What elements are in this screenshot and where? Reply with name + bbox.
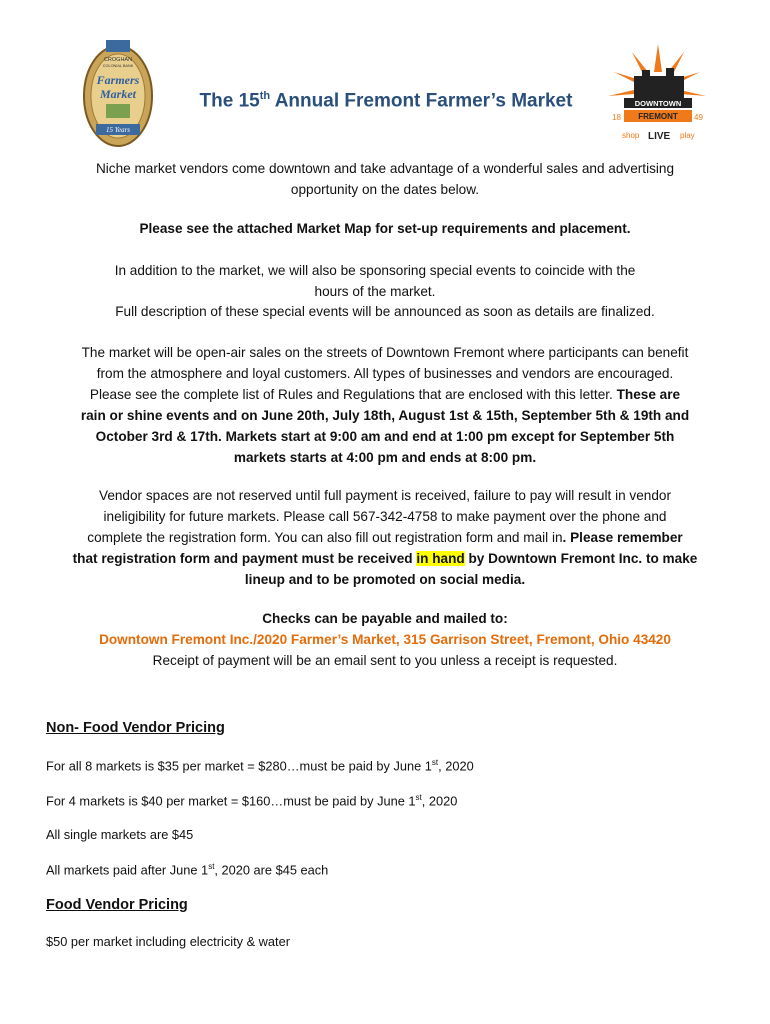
page-title: The 15th Annual Fremont Farmer’s Market: [199, 90, 573, 112]
price-line: For all 8 markets is $35 per market = $280…must be paid by June 1st, 2020: [46, 758, 474, 774]
food-pricing-heading: Food Vendor Pricing: [46, 897, 188, 913]
logo-year-right: 49: [694, 113, 703, 122]
map-note: Please see the attached Market Map for set-up requirements and placement.: [139, 221, 631, 236]
logo-downtown-text: DOWNTOWN: [634, 99, 682, 108]
logo-bank-text: CROGHAN: [103, 57, 133, 63]
highlighted-in-hand: in hand: [416, 551, 465, 566]
checks-section: [30, 608, 740, 671]
food-price-line: $50 per market including electricity & water: [46, 934, 290, 949]
logo-tag-live: LIVE: [648, 131, 671, 142]
receipt-note: Receipt of payment will be an email sent to you unless a receipt is requested.: [152, 653, 618, 668]
intro-paragraph: Niche market vendors come downtown and take advantage of a wonderful sales and advertising opportunity on the dates below.: [95, 161, 675, 197]
payment-paragraph: Vendor spaces are not reserved until full payment is received, failure to pay will result in vendor ineligibility for future markets. Please call 567-342-4758 to make payment over the phone and complete the registration form. You can also fill out registration form and mail in. Please remember that registration form and payment must be received in hand by Downtown Fremont Inc. to make lineup and to be promoted on social media.: [72, 488, 698, 587]
logo-year-left: 18: [612, 113, 621, 122]
mailing-address: Downtown Fremont Inc./2020 Farmer’s Market, 315 Garrison Street, Fremont, Ohio 43420: [99, 632, 671, 647]
logo-ribbon-text: 15 Years: [105, 126, 131, 134]
logo-tag-play: play: [680, 131, 695, 140]
non-food-pricing-heading: Non- Food Vendor Pricing: [46, 720, 225, 736]
downtown-fremont-logo: [600, 42, 716, 146]
market-info-paragraph: The market will be open-air sales on the streets of Downtown Fremont where participants can benefit from the atmosphere and loyal customers. All types of businesses and vendors are encouraged. Please see the complete list of Rules and Regulations that are enclosed with this letter. These are rain or shine events and on June 20th, July 18th, August 1st & 15th, September 5th & 19th and October 3rd & 17th. Markets start at 9:00 am and end at 1:00 pm except for September 5th markets starts at 4:00 pm and ends at 8:00 pm.: [80, 345, 690, 465]
logo-bank-subtext: COLONIAL BANK: [102, 64, 134, 68]
events-description-line: Full description of these special events will be announced as soon as details are finalized.: [115, 304, 655, 319]
price-line: All markets paid after June 1st, 2020 are $45 each: [46, 862, 329, 878]
logo-script-market: Market: [100, 87, 136, 101]
logo-fremont-text: FREMONT: [638, 112, 678, 121]
logo-script-farmers: Farmers: [96, 73, 140, 87]
price-line: For 4 markets is $40 per market = $160…must be paid by June 1st, 2020: [46, 793, 458, 809]
logo-tag-shop: shop: [622, 131, 640, 140]
checks-heading: Checks can be payable and mailed to:: [262, 611, 508, 626]
price-line: All single markets are $45: [46, 827, 194, 842]
events-paragraph: In addition to the market, we will also be sponsoring special events to coincide with the hours of the market.: [114, 263, 636, 299]
